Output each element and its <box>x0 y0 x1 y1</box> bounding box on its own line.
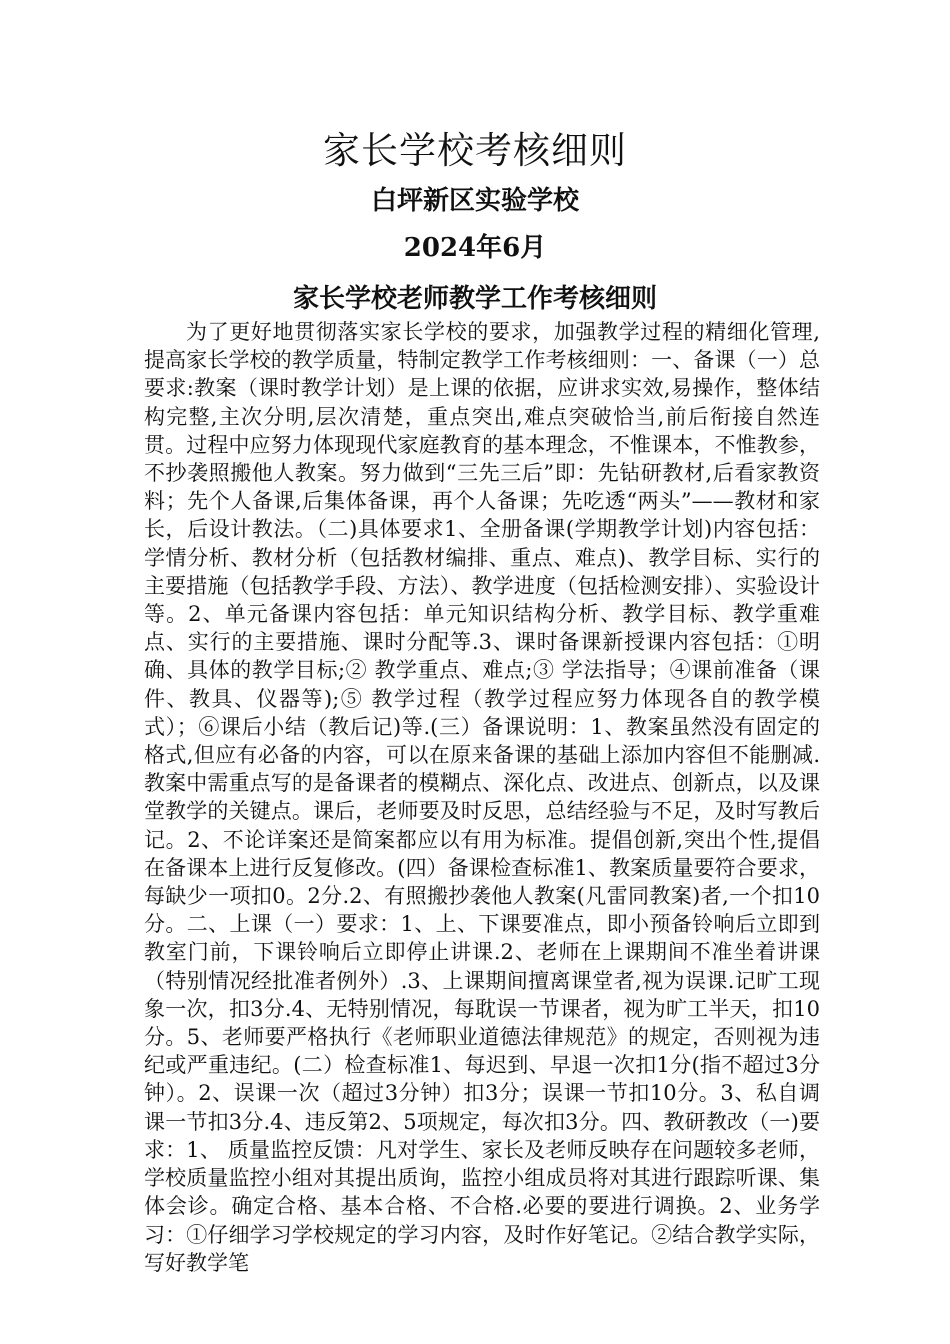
document-title: 家长学校考核细则 <box>323 129 627 172</box>
section-title: 家长学校老师教学工作考核细则 <box>292 284 657 314</box>
school-name: 白坪新区实验学校 <box>370 186 579 216</box>
document-date: 2024年6月 <box>403 233 547 263</box>
body-paragraph: 为了更好地贯彻落实家长学校的要求，加强教学过程的精细化管理,提高家长学校的教学质量，特制定教学工作考核细则：一、备课（一）总要求:教案（课时教学计划）是上课的依据，应讲求实效,易操作，整体结构完整,主次分明,层次清楚，重点突出,难点突破恰当,前后衔接自然连贯。过程中应努力体现现代家庭教育的基本理念，不惟课本，不惟教参，不抄袭照搬他人教案。努力做到“三先三后”即：先钻研教材,后看家教资料；先个人备课,后集体备课，再个人备课；先吃透“两头”——教材和家长，后设计教法。（二)具体要求1、全册备课(学期教学计划)内容包括：学情分析、教材分析（包括教材编排、重点、难点)、教学目标、实行的主要措施（包括教学手段、方法）、教学进度（包括检测安排）、实验设计等。2、单元备课内容包括：单元知识结构分析、教学目标、教学重难点、实行的主要措施、课时分配等.3、课时备课新授课内容包括：①明确、具体的教学目标;② 教学重点、难点;③ 学法指导；④课前准备（课件、教具、仪器等);⑤ 教学过程（教学过程应努力体现各自的教学模式）；⑥课后小结（教后记)等.(三）备课说明：1、教案虽然没有固定的格式,但应有必备的内容，可以在原来备课的基础上添加内容但不能删减.教案中需重点写的是备课者的模糊点、深化点、改进点、创新点，以及课堂教学的关键点。课后，老师要及时反思，总结经验与不足，及时写教后记。2、不论详案还是简案都应以有用为标准。提倡创新,突出个性,提倡在备课本上进行反复修改。(四）备课检查标准1、教案质量要符合要求，每缺少一项扣0。2分.2、有照搬抄袭他人教案(凡雷同教案)者,一个扣10分。二、上课（一）要求：1、上、下课要准点，即小预备铃响后立即到教室门前，下课铃响后立即停止讲课.2、老师在上课期间不准坐着讲课（特别情况经批准者例外）.3、上课期间擅离课堂者,视为误课.记旷工现象一次，扣3分.4、无特别情况，每耽误一节课者，视为旷工半天，扣10分。5、老师要严格执行《老师职业道德法律规范》的规定，否则视为违纪或严重违纪。(二）检查标准1、每迟到、早退一次扣1分(指不超过3分钟）。2、误课一次（超过3分钟）扣3分；误课一节扣10分。3、私自调课一节扣3分.4、违反第2、5项规定，每次扣3分。四、教研教改（一)要求：1、 质量监控反馈：凡对学生、家长及老师反映存在问题较多老师，学校质量监控小组对其提出质询，监控小组成员将对其进行跟踪听课、集体会诊。确定合格、基本合格、不合格.必要的要进行调换。2、业务学习：①仔细学习学校规定的学习内容，及时作好笔记。②结合教学实际，写好教学笔 <box>144 320 820 1275</box>
